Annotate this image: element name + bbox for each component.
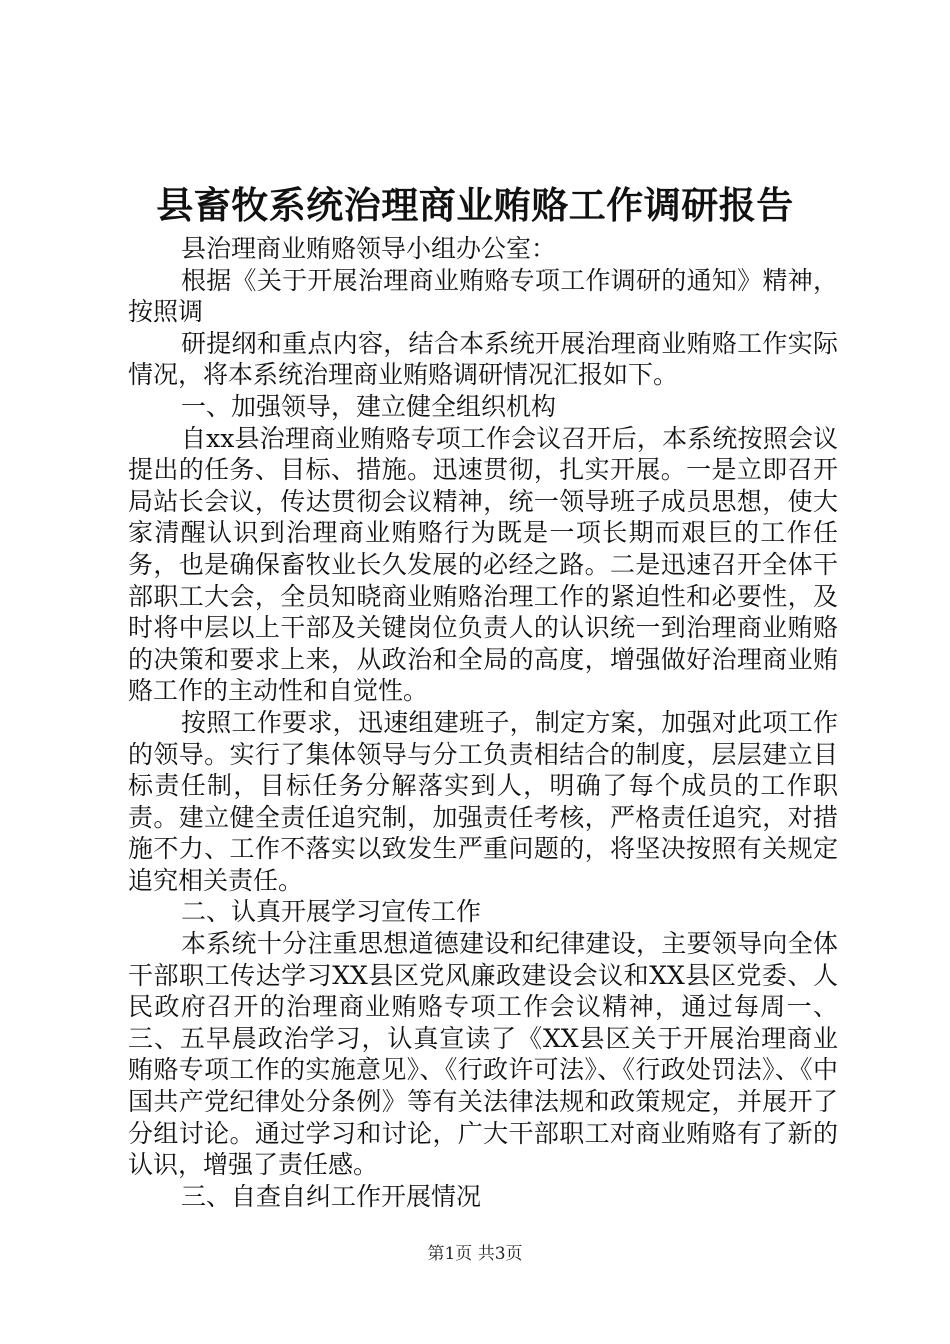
salutation: 县治理商业贿赂领导小组办公室： bbox=[181, 234, 557, 263]
document-title: 县畜牧系统治理商业贿赂工作调研报告 bbox=[156, 183, 794, 227]
paragraph-intro-continued: 研提纲和重点内容，结合本系统开展治理商业贿赂工作实际情况，将本系统治理商业贿赂调研情况汇报如下。 bbox=[128, 328, 838, 390]
page-footer: 第1页 共3页 bbox=[427, 1244, 523, 1264]
section-heading-3: 三、自查自纠工作开展情况 bbox=[181, 1181, 482, 1211]
paragraph-section-1-b: 按照工作要求，迅速组建班子，制定方案，加强对此项工作的领导。实行了集体领导与分工负责相结合的制度，层层建立目标责任制，目标任务分解落实到人，明确了每个成员的工作职责。建立健全责任追究制，加强责任考核，严格责任追究，对措施不力、工作不落实以致发生严重问题的，将坚决按照有关规定追究相关责任。 bbox=[128, 707, 838, 895]
section-heading-2: 二、认真开展学习宣传工作 bbox=[181, 897, 482, 927]
paragraph-intro: 根据《关于开展治理商业贿赂专项工作调研的通知》精神，按照调 bbox=[128, 265, 838, 327]
paragraph-section-1-a: 自xx县治理商业贿赂专项工作会议召开后，本系统按照会议提出的任务、目标、措施。迅速贯彻，扎实开展。一是立即召开局站长会议，传达贯彻会议精神，统一领导班子成员思想，使大家清醒认识到治理商业贿赂行为既是一项长期而艰巨的工作任务，也是确保畜牧业长久发展的必经之路。二是迅速召开全体干部职工大会，全员知晓商业贿赂治理工作的紧迫性和必要性，及时将中层以上干部及关键岗位负责人的认识统一到治理商业贿赂的决策和要求上来，从政治和全局的高度，增强做好治理商业贿赂工作的主动性和自觉性。 bbox=[128, 423, 838, 706]
document-body bbox=[128, 233, 838, 1212]
paragraph-section-2: 本系统十分注重思想道德建设和纪律建设，主要领导向全体干部职工传达学习XX县区党风廉政建设会议和XX县区党委、人民政府召开的治理商业贿赂专项工作会议精神，通过每周一、三、五早晨政治学习，认真宣读了《XX县区关于开展治理商业贿赂专项工作的实施意见》、《行政许可法》、《行政处罚法》、《中国共产党纪律处分条例》等有关法律法规和政策规定，并展开了分组讨论。通过学习和讨论，广大干部职工对商业贿赂有了新的认识，增强了责任感。 bbox=[128, 929, 838, 1180]
section-heading-1: 一、加强领导，建立健全组织机构 bbox=[181, 391, 557, 421]
